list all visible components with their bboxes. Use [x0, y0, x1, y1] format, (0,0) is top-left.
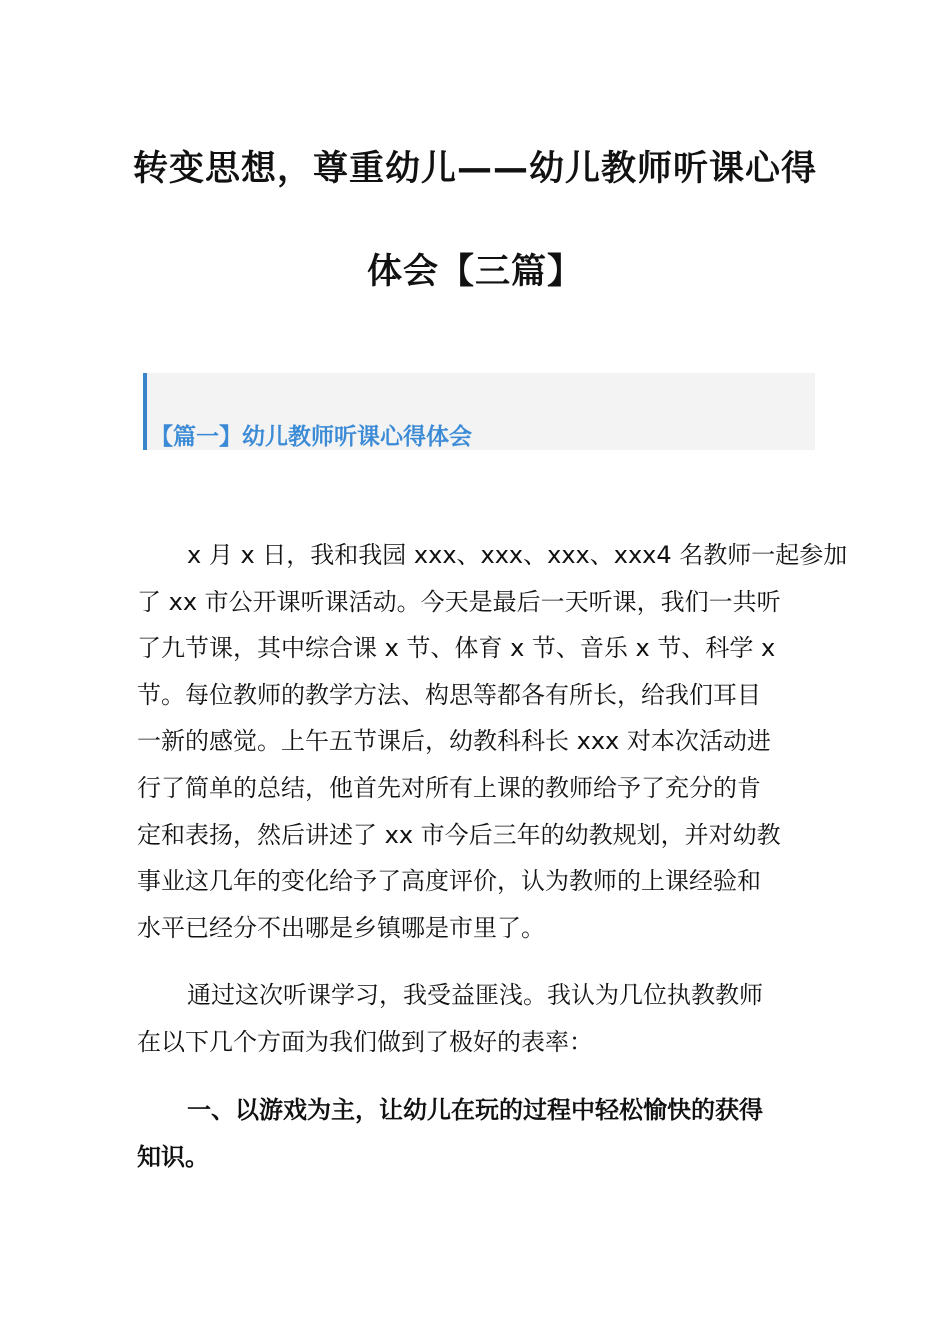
paragraph-line: 事业这几年的变化给予了高度评价，认为教师的上课经验和	[137, 867, 761, 896]
paragraph-line: 定和表扬，然后讲述了 xx 市今后三年的幼教规划，并对幼教	[137, 820, 781, 849]
paragraph-line: 在以下几个方面为我们做到了极好的表率：	[137, 1027, 593, 1056]
paragraph-line: 一新的感觉。上午五节课后，幼教科科长 xxx 对本次活动进	[137, 727, 771, 756]
paragraph-line: 行了简单的总结，他首先对所有上课的教师给予了充分的肯	[137, 773, 761, 802]
paragraph-line: 一、以游戏为主，让幼儿在玩的过程中轻松愉快的获得	[187, 1096, 763, 1124]
section-accent-bar	[143, 373, 147, 450]
paragraph-line: 节。每位教师的教学方法、构思等都各有所长，给我们耳目	[137, 680, 761, 709]
paragraph-line: 了九节课，其中综合课 x 节、体育 x 节、音乐 x 节、科学 x	[137, 634, 776, 663]
paragraph-line: x 月 x 日，我和我园 xxx、xxx、xxx、xxx4 名教师一起参加	[187, 541, 848, 569]
paragraph-2	[137, 972, 817, 1065]
paragraph-line: 了 xx 市公开课听课活动。今天是最后一天听课，我们一共听	[137, 587, 781, 616]
paragraph-3-subheading	[137, 1087, 817, 1180]
paragraph-line: 知识。	[137, 1142, 209, 1171]
section-heading: 【篇一】幼儿教师听课心得体会	[150, 424, 472, 450]
paragraph-line: 水平已经分不出哪是乡镇哪是市里了。	[137, 913, 545, 942]
document-title-line-2: 体会【三篇】	[366, 252, 583, 292]
paragraph-1	[137, 532, 848, 951]
paragraph-line: 通过这次听课学习，我受益匪浅。我认为几位执教教师	[187, 981, 763, 1009]
document-title-line-1: 转变思想，尊重幼儿——幼儿教师听课心得	[132, 149, 817, 189]
